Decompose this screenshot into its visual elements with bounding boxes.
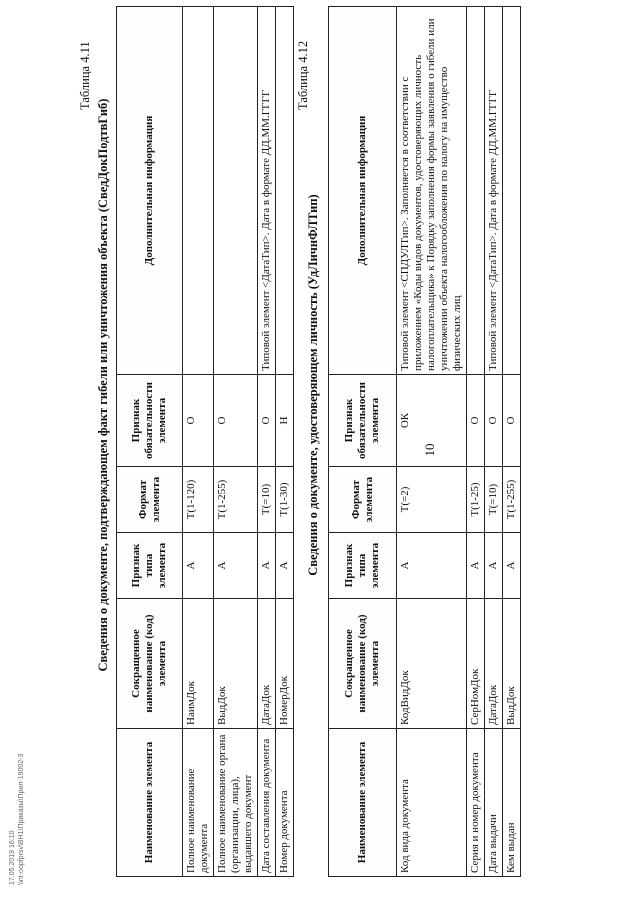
cell-info: [183, 7, 214, 375]
col-header-name: Наименование элемента: [329, 729, 397, 877]
cell-required: Н: [276, 375, 294, 467]
cell-name: Дата выдачи: [485, 729, 503, 877]
footer-path: \\nt-oopfprsv\ВН1\Приказы\Прил-19002-3: [18, 753, 25, 885]
cell-code: ВыдДок: [503, 599, 521, 729]
table-row: [276, 7, 294, 877]
cell-code: ВыдДок: [214, 599, 258, 729]
cell-type: А: [503, 533, 521, 599]
cell-code: НомерДок: [276, 599, 294, 729]
page-number: 10: [422, 443, 437, 457]
col-header-format: Формат элемента: [117, 467, 183, 533]
cell-info: Типовой элемент <СПДУЛТип>. Заполняется в соответствии с приложением «Коды видов документов, удостоверяющих личность налогоплательщика» к Порядку заполнения формы заявления о гибели или уничтожении объекта налогообложения по налогу на имущество физических лиц: [397, 7, 467, 375]
table-row: [397, 7, 467, 877]
cell-required: О: [485, 375, 503, 467]
col-header-format: Формат элемента: [329, 467, 397, 533]
cell-name: Кем выдан: [503, 729, 521, 877]
cell-name: Номер документа: [276, 729, 294, 877]
footer-timestamp: 17.05.2019 16:10: [9, 830, 16, 885]
table-4-12-caption: Сведения о документе, удостоверяющем личность (УдЛичнФЛТип): [306, 194, 320, 576]
cell-required: О: [183, 375, 214, 467]
table-row: [485, 7, 503, 877]
col-header-code: Сокращенное наименование (код) элемента: [117, 599, 183, 729]
table-4-11-label: Таблица 4.11: [78, 41, 92, 110]
cell-required: О: [467, 375, 485, 467]
cell-name: Код вида документа: [397, 729, 467, 877]
cell-type: А: [485, 533, 503, 599]
cell-format: Т(=10): [485, 467, 503, 533]
cell-info: [276, 7, 294, 375]
table-header-row: [117, 7, 183, 877]
cell-name: Полное наименование органа (организации, лица), выдавшего документ: [214, 729, 258, 877]
cell-format: Т(1-255): [503, 467, 521, 533]
col-header-required: Признак обязательности элемента: [117, 375, 183, 467]
cell-info: [214, 7, 258, 375]
col-header-code: Сокращенное наименование (код) элемента: [329, 599, 397, 729]
cell-required: ОК: [397, 375, 467, 467]
cell-required: О: [503, 375, 521, 467]
cell-code: ДатаДок: [258, 599, 276, 729]
cell-required: О: [214, 375, 258, 467]
cell-type: А: [467, 533, 485, 599]
table-row: [258, 7, 276, 877]
table-4-12-label: Таблица 4.12: [296, 40, 310, 110]
cell-code: ДатаДок: [485, 599, 503, 729]
table-row: [183, 7, 214, 877]
table-header-row: [329, 7, 397, 877]
footer-stamp: [8, 754, 26, 885]
col-header-name: Наименование элемента: [117, 729, 183, 877]
col-header-info: Дополнительная информация: [117, 7, 183, 375]
cell-type: А: [397, 533, 467, 599]
table-4-12: [328, 6, 521, 877]
col-header-required: Признак обязательности элемента: [329, 375, 397, 467]
cell-code: НаимДок: [183, 599, 214, 729]
table-row: [214, 7, 258, 877]
cell-info: Типовой элемент <ДатаТип>. Дата в формате ДД.ММ.ГГГГ: [485, 7, 503, 375]
cell-format: Т(=2): [397, 467, 467, 533]
table-row: [467, 7, 485, 877]
cell-info: Типовой элемент <ДатаТип>. Дата в формате ДД.ММ.ГГГГ: [258, 7, 276, 375]
cell-name: Серия и номер документа: [467, 729, 485, 877]
table-4-11-caption: Сведения о документе, подтверждающем факт гибели или уничтожения объекта (СведДокПодтвГиб): [96, 98, 110, 672]
col-header-type: Признак типа элемента: [117, 533, 183, 599]
cell-required: О: [258, 375, 276, 467]
cell-format: Т(1-255): [214, 467, 258, 533]
col-header-info: Дополнительная информация: [329, 7, 397, 375]
cell-format: Т(1-30): [276, 467, 294, 533]
table-4-11: [116, 6, 294, 877]
cell-info: [467, 7, 485, 375]
cell-name: Дата составления документа: [258, 729, 276, 877]
cell-format: Т(=10): [258, 467, 276, 533]
cell-code: СерНомДок: [467, 599, 485, 729]
cell-type: А: [276, 533, 294, 599]
table-row: [503, 7, 521, 877]
cell-info: [503, 7, 521, 375]
cell-type: А: [214, 533, 258, 599]
cell-format: Т(1-120): [183, 467, 214, 533]
cell-code: КодВидДок: [397, 599, 467, 729]
cell-type: А: [258, 533, 276, 599]
cell-format: Т(1-25): [467, 467, 485, 533]
cell-name: Полное наименование документа: [183, 729, 214, 877]
col-header-type: Признак типа элемента: [329, 533, 397, 599]
cell-type: А: [183, 533, 214, 599]
